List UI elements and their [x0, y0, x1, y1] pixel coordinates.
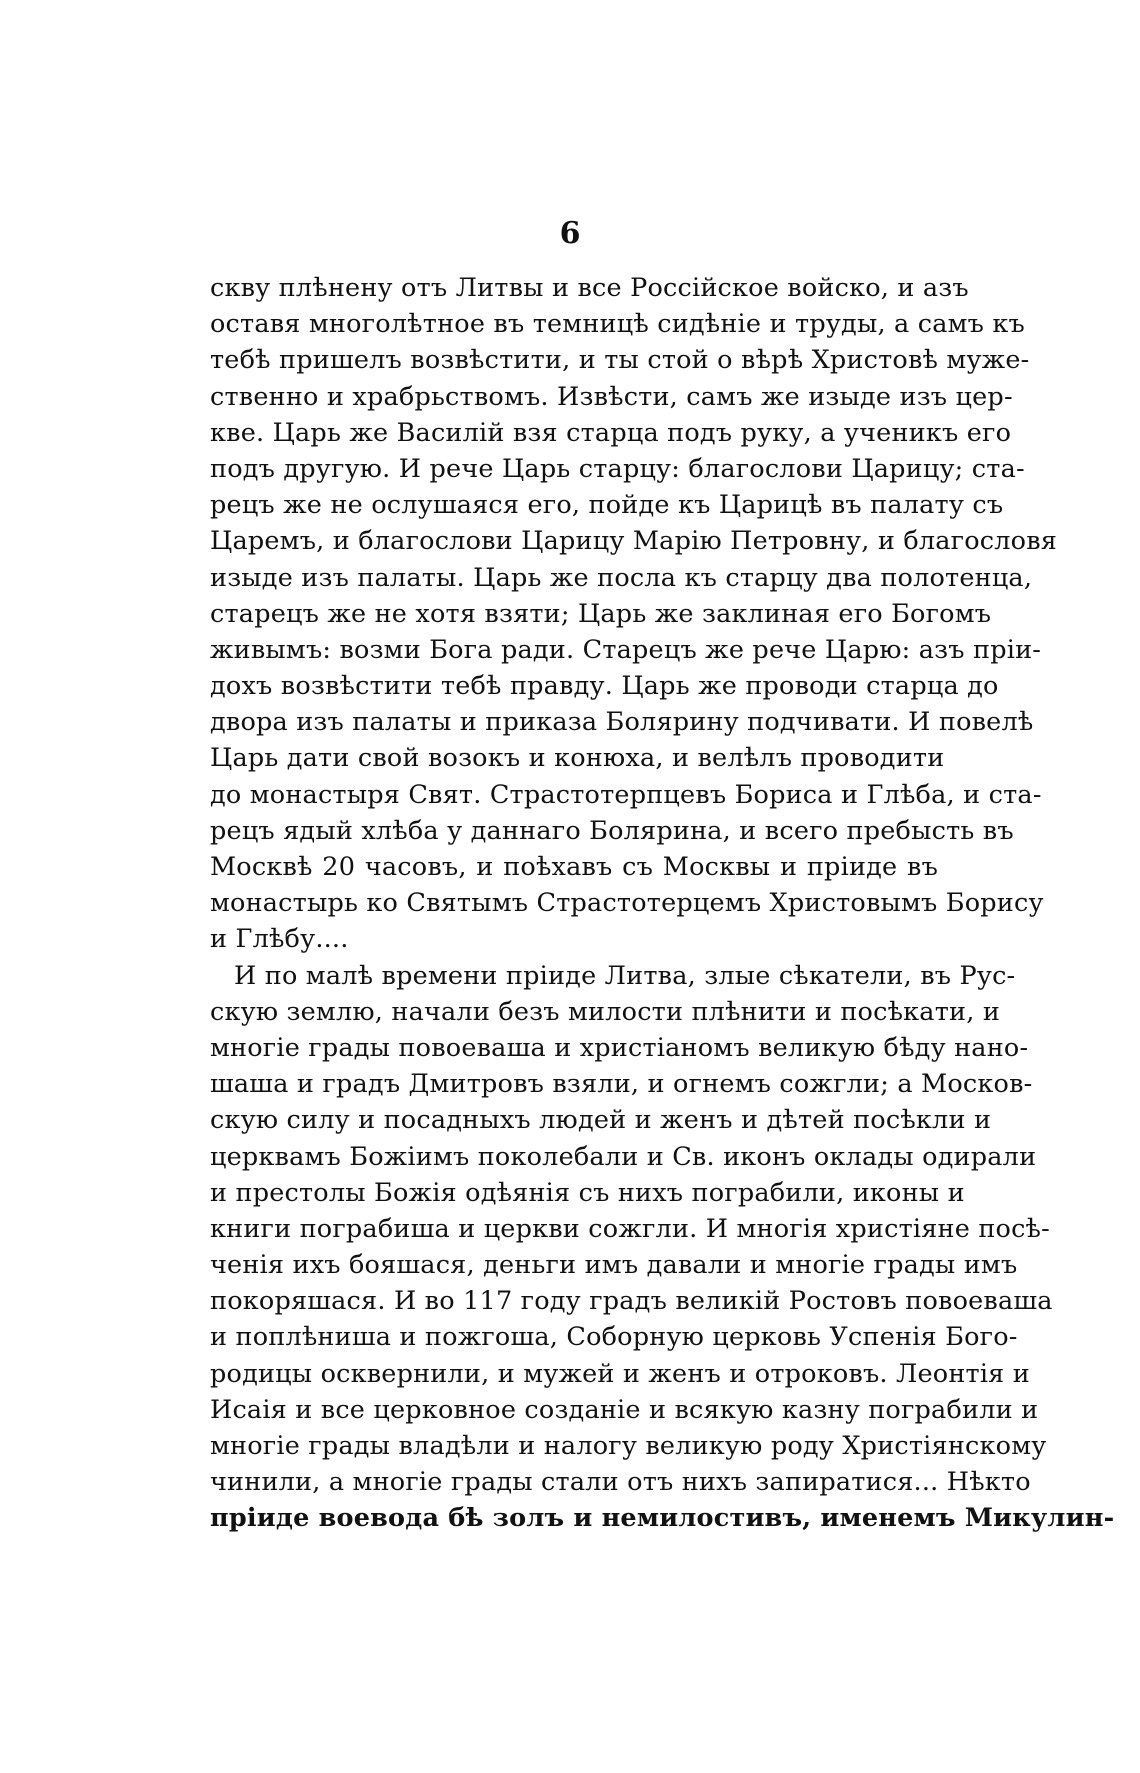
text-line: пріиде воевода бѣ золъ и немилостивъ, именемъ Микулин-	[210, 1503, 1115, 1534]
text-line: Царемъ, и благослови Царицу Марію Петровну, и благословя	[210, 526, 1058, 557]
text-line: и престолы Божія одѣянія съ нихъ пограбили, иконы и	[210, 1177, 965, 1208]
text-line: Царь дати свой возокъ и конюха, и велѣлъ проводити	[210, 743, 945, 774]
text-line: двора изъ палаты и приказа Болярину подчивати. И повелѣ	[210, 707, 1034, 738]
text-line: дохъ возвѣстити тебѣ правду. Царь же проводи старца до	[210, 671, 999, 702]
text-line: скву плѣнену отъ Литвы и все Россійское войско, и азъ	[210, 273, 969, 303]
text-line: монастырь ко Святымъ Страстотерцемъ Христовымъ Борису	[210, 888, 1044, 919]
text-line: многіе грады повоеваша и христіаномъ великую бѣду нано-	[210, 1032, 1029, 1063]
text-line: скую силу и посадныхъ людей и женъ и дѣтей посѣкли и	[210, 1105, 992, 1136]
text-line: церквамъ Божіимъ поколебали и Св. иконъ оклады одирали	[210, 1141, 1037, 1172]
text-line: и Глѣбу....	[210, 924, 349, 955]
page-number: 6	[559, 216, 581, 251]
body-text	[210, 270, 1115, 1537]
text-line: шаша и градъ Дмитровъ взяли, и огнемъ сожгли; а Москов-	[210, 1069, 1033, 1100]
text-line: кве. Царь же Василій взя старца подъ руку, а ученикъ его	[210, 417, 1012, 448]
text-line: ственно и храбрьствомъ. Извѣсти, самъ же изыде изъ цер-	[210, 381, 1013, 412]
text-line: и поплѣниша и пожгоша, Соборную церковь Успенія Бого-	[210, 1322, 1018, 1353]
text-line: старецъ же не хотя взяти; Царь же заклиная его Богомъ	[210, 598, 992, 629]
text-line: Исаія и все церковное созданіе и всякую казну пограбили и	[210, 1394, 1039, 1425]
text-line: живымъ: возми Бога ради. Старецъ же рече Царю: азъ пріи-	[210, 634, 1042, 665]
text-line: скую землю, начали безъ милости плѣнити и посѣкати, и	[210, 996, 1001, 1027]
text-line: Москвѣ 20 часовъ, и поѣхавъ съ Москвы и пріиде въ	[210, 852, 938, 882]
text-line: И по малѣ времени пріиде Литва, злые сѣкатели, въ Рус-	[234, 960, 1016, 991]
paragraph-2	[210, 958, 1115, 1537]
text-line: многіе грады владѣли и налогу великую роду Христіянскому	[210, 1431, 1047, 1461]
text-line: книги пограбиша и церкви сожгли. И многія христіяне посѣ-	[210, 1213, 1050, 1244]
text-line: покоряшася. И во 117 году градъ великій Ростовъ повоеваша	[210, 1286, 1053, 1317]
text-line: ченія ихъ бояшася, деньги имъ давали и многіе грады имъ	[210, 1250, 1018, 1281]
text-line: рецъ же не ослушаяся его, пойде къ Царицѣ въ палату съ	[210, 490, 1004, 521]
text-line: до монастыря Свят. Страстотерпцевъ Бориса и Глѣба, и ста-	[210, 779, 1042, 810]
text-line: тебѣ пришелъ возвѣстити, и ты стой о вѣрѣ Христовѣ муже-	[210, 345, 1030, 376]
text-line: рецъ ядый хлѣба у даннаго Болярина, и всего пребысть въ	[210, 815, 1014, 846]
text-line: родицы осквернили, и мужей и женъ и отроковъ. Леонтія и	[210, 1358, 1030, 1389]
text-line: чинили, а многіе грады стали отъ нихъ запиратися... Нѣкто	[210, 1467, 1031, 1498]
text-line: изыде изъ палаты. Царь же посла къ старцу два полотенца,	[210, 562, 1033, 593]
text-line: оставя многолѣтное въ темницѣ сидѣніе и труды, а самъ къ	[210, 309, 1025, 340]
paragraph-1	[210, 270, 1058, 958]
text-line: подъ другую. И рече Царь старцу: благослови Царицу; ста-	[210, 453, 1025, 484]
